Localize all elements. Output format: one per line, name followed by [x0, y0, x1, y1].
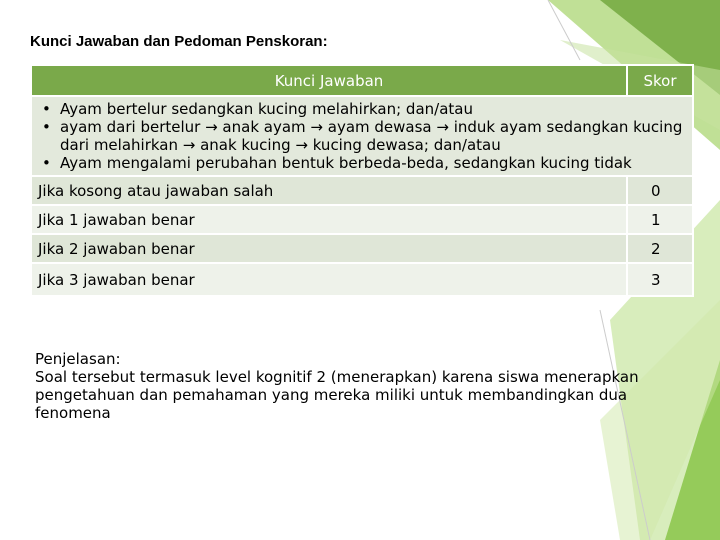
answer-key-item: • ayam dari bertelur → anak ayam → ayam dewasa → induk ayam sedangkan kucing dari melahirkan → anak kucing → kucing dewasa; dan/atau	[60, 118, 688, 154]
answer-key-item: • Ayam bertelur sedangkan kucing melahirkan; dan/atau	[60, 100, 688, 118]
table-header-row	[31, 65, 693, 96]
criteria-cell: Jika 1 jawaban benar	[31, 205, 627, 234]
answer-key-table	[30, 64, 694, 297]
score-cell: 2	[627, 234, 693, 263]
answer-column-header: Kunci Jawaban	[31, 65, 627, 96]
criteria-cell: Jika 2 jawaban benar	[31, 234, 627, 263]
answer-key-row	[31, 96, 693, 176]
explanation-text: Soal tersebut termasuk level kognitif 2 (menerapkan) karena siswa menerapkan pengetahuan dan pemahaman yang mereka miliki untuk membandingkan dua fenomena	[35, 368, 639, 422]
table-row	[31, 234, 693, 263]
criteria-cell: Jika kosong atau jawaban salah	[31, 176, 627, 205]
explanation-block	[35, 350, 695, 422]
table-row	[31, 263, 693, 296]
score-cell: 3	[627, 263, 693, 296]
criteria-cell: Jika 3 jawaban benar	[31, 263, 627, 296]
score-cell: 1	[627, 205, 693, 234]
page-title: Kunci Jawaban dan Pedoman Penskoran:	[30, 33, 328, 50]
table-row	[31, 176, 693, 205]
answer-key-item: • Ayam mengalami perubahan bentuk berbeda-beda, sedangkan kucing tidak	[60, 154, 688, 172]
score-column-header: Skor	[627, 65, 693, 96]
answer-key-list	[36, 100, 688, 172]
table-row	[31, 205, 693, 234]
explanation-label: Penjelasan:	[35, 350, 121, 368]
answer-key-cell	[31, 96, 693, 176]
score-cell: 0	[627, 176, 693, 205]
